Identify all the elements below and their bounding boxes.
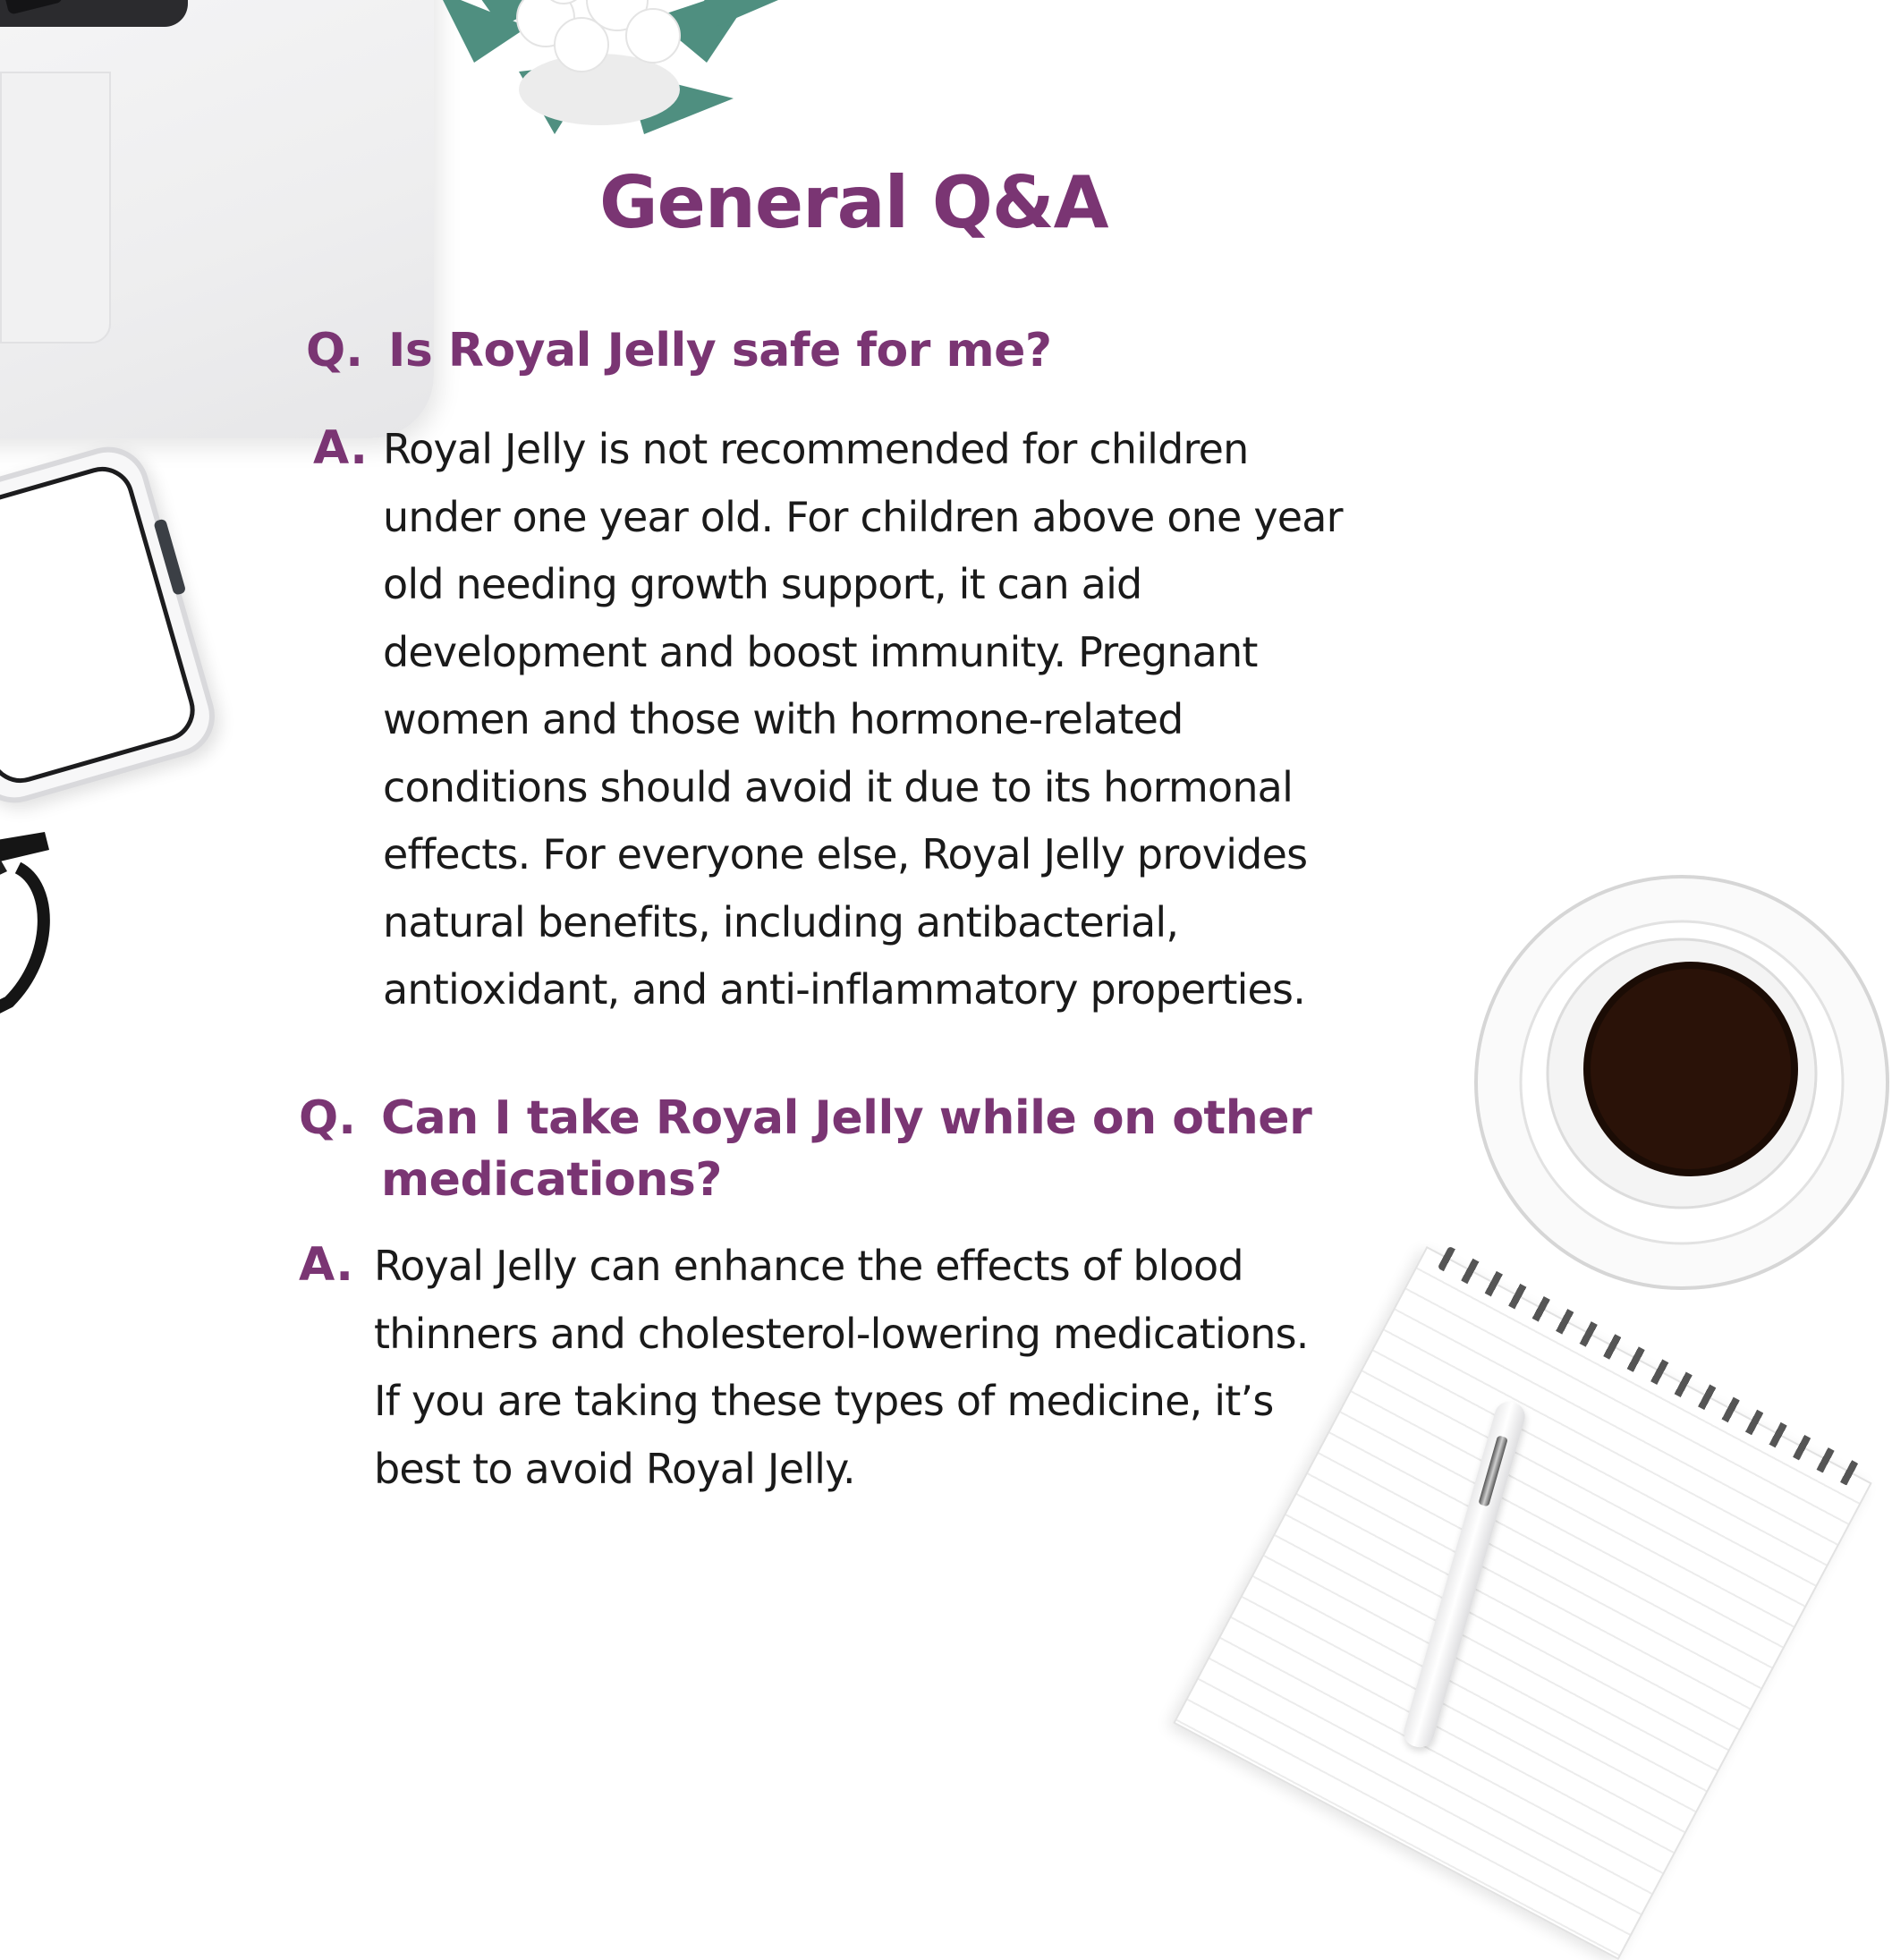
answer-line: Royal Jelly is not recommended for children — [383, 425, 1249, 473]
option-key-label — [9, 0, 54, 1]
phone-image — [0, 437, 225, 813]
plant-image — [420, 0, 778, 161]
option-key — [0, 0, 64, 15]
question-text — [381, 1088, 1311, 1211]
answer-line: conditions should avoid it due to its hormonal — [383, 762, 1294, 811]
glasses-image — [0, 832, 63, 1011]
question-marker: Q. — [299, 1091, 356, 1145]
answer-line: Royal Jelly can enhance the effects of blood — [374, 1242, 1243, 1290]
answer-line: best to avoid Royal Jelly. — [374, 1444, 855, 1493]
answer-line: thinners and cholesterol-lowering medications. — [374, 1309, 1309, 1358]
page-title: General Q&A — [599, 161, 1108, 244]
answer-line: antioxidant, and anti-inflammatory properties. — [383, 965, 1306, 1014]
answer-line: development and boost immunity. Pregnant — [383, 627, 1258, 676]
answer-line: natural benefits, including antibacterial, — [383, 897, 1179, 946]
question-row — [306, 324, 1469, 382]
answer-text — [374, 1233, 1309, 1503]
question-text: Is Royal Jelly safe for me? — [388, 324, 1052, 378]
answer-marker: A. — [299, 1238, 353, 1292]
answer-line: effects. For everyone else, Royal Jelly provides — [383, 830, 1308, 878]
answer-line: If you are taking these types of medicine, it’s — [374, 1377, 1274, 1425]
answer-line: under one year old. For children above one year — [383, 492, 1343, 541]
answer-line: old needing growth support, it can aid — [383, 560, 1142, 608]
answer-row — [313, 416, 1469, 1024]
question-row — [299, 1091, 1480, 1211]
laptop-trackpad — [0, 72, 111, 344]
question-line: medications? — [381, 1153, 722, 1207]
faq-item — [306, 324, 1469, 1024]
faq-item — [299, 1091, 1480, 1503]
question-line: Can I take Royal Jelly while on other — [381, 1091, 1312, 1145]
answer-row — [299, 1233, 1480, 1503]
laptop-keyboard — [0, 0, 188, 27]
answer-line: women and those with hormone-related — [383, 695, 1184, 743]
coffee-cup-image — [1472, 872, 1892, 1293]
question-marker: Q. — [306, 324, 363, 378]
phone-screen — [0, 459, 202, 790]
answer-text — [383, 416, 1343, 1024]
answer-marker: A. — [313, 421, 368, 475]
